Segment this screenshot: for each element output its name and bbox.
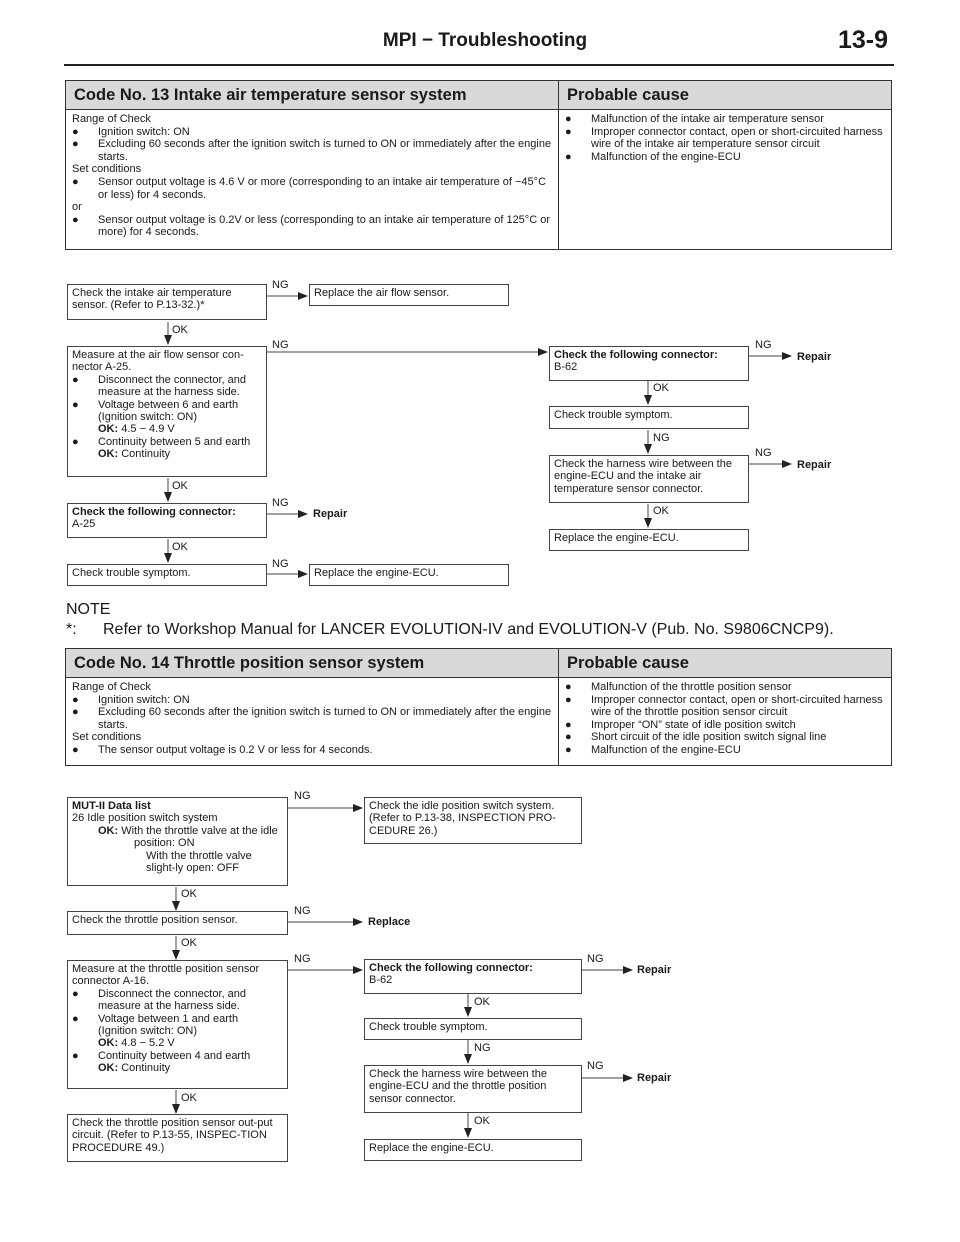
fc14-measure-tps bbox=[67, 960, 288, 1089]
fc-text: Voltage between 6 and earth bbox=[98, 398, 239, 411]
fc-text: With the throttle valve slight-ly open: OFF bbox=[146, 849, 252, 875]
ok-label: OK bbox=[172, 324, 188, 336]
fc-text: Disconnect the connector, and measure at the harness side. bbox=[98, 373, 246, 399]
code14-range-item: Excluding 60 seconds after the ignition switch is turned to ON or immediately after the engine starts. bbox=[98, 706, 552, 731]
code14-set-item: The sensor output voltage is 0.2 V or less for 4 seconds. bbox=[98, 743, 373, 756]
ok-label: OK bbox=[474, 996, 490, 1008]
bullet-icon: ● bbox=[72, 373, 79, 386]
note-title: NOTE bbox=[66, 601, 111, 618]
code14-range-label: Range of Check bbox=[72, 681, 151, 693]
page-title: MPI − Troubleshooting bbox=[382, 30, 588, 51]
fc-text: Check trouble symptom. bbox=[72, 567, 191, 579]
bullet-icon: ● bbox=[72, 706, 79, 719]
ng-label: NG bbox=[587, 953, 604, 965]
ok-label: OK bbox=[181, 937, 197, 949]
fc13-replace-afs bbox=[309, 284, 509, 306]
ng-label: NG bbox=[755, 339, 772, 351]
code14-cause-item: Malfunction of the engine-ECU bbox=[591, 743, 741, 756]
bullet-icon: ● bbox=[565, 681, 572, 693]
fc-text: Continuity between 4 and earth bbox=[98, 1049, 251, 1062]
fc-text: With the throttle valve at the idle position: ON bbox=[121, 824, 278, 850]
fc-text: Continuity bbox=[121, 448, 171, 461]
repair-label: Repair bbox=[313, 508, 348, 520]
replace-label: Replace bbox=[368, 916, 411, 928]
code13-range-item: Ignition switch: ON bbox=[98, 125, 190, 138]
fc-text: A-25 bbox=[72, 518, 96, 531]
bullet-icon: ● bbox=[565, 693, 572, 706]
ok-label: OK: bbox=[98, 824, 119, 837]
fc13-replace-ecu-2 bbox=[549, 529, 749, 551]
bullet-icon: ● bbox=[72, 743, 79, 756]
code13-cause-item: Improper connector contact, open or short-circuited harness wire of the intake air temperature sensor circuit bbox=[591, 125, 883, 151]
fc14-check-harness bbox=[364, 1065, 582, 1113]
fc13-check-connector-b62 bbox=[549, 346, 749, 381]
bullet-icon: ● bbox=[72, 398, 79, 411]
fc-text: Replace the engine-ECU. bbox=[369, 1142, 494, 1154]
code13-set-item: Sensor output voltage is 4.6 V or more (corresponding to an intake air temperature of −45°C or less) for 4 seconds. bbox=[98, 175, 547, 201]
code13-set-label: Set conditions bbox=[72, 163, 142, 176]
fc14-mut-data-list bbox=[67, 797, 288, 886]
fc-text: (Ignition switch: ON) bbox=[98, 411, 198, 424]
fc14-check-trouble bbox=[364, 1018, 582, 1040]
ok-label: OK: bbox=[98, 448, 119, 461]
fc-text: Check the harness wire between the engine-ECU and the intake air temperature sensor connector. bbox=[554, 458, 732, 495]
ng-label: NG bbox=[272, 279, 289, 291]
fc13-check-harness bbox=[549, 455, 749, 503]
fc-text: Replace the engine-ECU. bbox=[314, 567, 439, 579]
fc14-check-idle-switch bbox=[364, 797, 582, 844]
fc13-check-trouble-2 bbox=[549, 406, 749, 429]
fc-text: Check trouble symptom. bbox=[369, 1021, 488, 1033]
fc-text: Check the harness wire between the engine-ECU and the throttle position sensor connector. bbox=[369, 1068, 547, 1105]
repair-label: Repair bbox=[637, 964, 672, 976]
fc-text: 4.8 − 5.2 V bbox=[121, 1037, 175, 1050]
code13-range-label: Range of Check bbox=[72, 113, 151, 125]
code13-title: Code No. 13 Intake air temperature sensor system bbox=[66, 81, 559, 110]
code14-range-item: Ignition switch: ON bbox=[98, 693, 190, 706]
bullet-icon: ● bbox=[565, 743, 572, 756]
fc-text: 4.5 − 4.9 V bbox=[121, 423, 175, 436]
bullet-icon: ● bbox=[565, 718, 572, 731]
bullet-icon: ● bbox=[72, 213, 79, 226]
fc-title: Check the following connector: bbox=[369, 962, 533, 974]
fc-text: Check the idle position switch system. (Refer to P.13-38, INSPECTION PRO-CEDURE 26.) bbox=[369, 800, 556, 837]
ng-label: NG bbox=[294, 953, 311, 965]
fc-text: Measure at the throttle position sensor connector A-16. bbox=[72, 963, 260, 988]
fc-title: Check the following connector: bbox=[72, 506, 236, 518]
fc-title: MUT-II Data list bbox=[72, 800, 151, 812]
fc-text: Check the throttle position sensor. bbox=[72, 914, 238, 926]
fc13-measure-afs bbox=[67, 346, 267, 477]
ok-label: OK bbox=[181, 1092, 197, 1104]
bullet-icon: ● bbox=[72, 125, 79, 138]
fc-text: Check the throttle position sensor out-put circuit. (Refer to P.13-55, INSPEC-TION PROCEDURE 49.) bbox=[72, 1117, 273, 1154]
fc13-check-iat-sensor bbox=[67, 284, 267, 320]
fc-text: B-62 bbox=[554, 361, 578, 374]
ok-label: OK: bbox=[98, 1062, 119, 1075]
note-star: *: bbox=[66, 621, 77, 638]
fc-text: Continuity bbox=[121, 1062, 171, 1075]
fc13-check-trouble bbox=[67, 564, 267, 586]
bullet-icon: ● bbox=[565, 125, 572, 138]
fc14-check-tps-output bbox=[67, 1114, 288, 1162]
ng-label: NG bbox=[587, 1060, 604, 1072]
bullet-icon: ● bbox=[72, 1049, 79, 1062]
fc13-check-connector-a25 bbox=[67, 503, 267, 538]
ng-label: NG bbox=[294, 790, 311, 802]
bullet-icon: ● bbox=[72, 1012, 79, 1025]
repair-label: Repair bbox=[797, 459, 832, 471]
fc-text: Replace the engine-ECU. bbox=[554, 532, 679, 544]
fc-text: Disconnect the connector, and measure at the harness side. bbox=[98, 987, 246, 1013]
code14-cause-item: Malfunction of the throttle position sensor bbox=[591, 681, 792, 693]
fc-text: Continuity between 5 and earth bbox=[98, 435, 251, 448]
ok-label: OK bbox=[172, 541, 188, 553]
ok-label: OK bbox=[474, 1115, 490, 1127]
bullet-icon: ● bbox=[72, 435, 79, 448]
bullet-icon: ● bbox=[565, 731, 572, 744]
repair-label: Repair bbox=[797, 351, 832, 363]
page-number: 13-9 bbox=[838, 26, 889, 54]
code14-cause-item: Improper connector contact, open or short-circuited harness wire of the throttle position sensor circuit bbox=[591, 693, 883, 719]
fc-text: Check the intake air temperature sensor. (Refer to P.13-32.)* bbox=[72, 287, 232, 312]
ok-label: OK: bbox=[98, 1037, 119, 1050]
code14-cause-item: Improper “ON” state of idle position switch bbox=[591, 718, 796, 731]
note-text: Refer to Workshop Manual for LANCER EVOLUTION-IV and EVOLUTION-V (Pub. No. S9806CNCP9). bbox=[103, 621, 834, 638]
code14-cause-title: Probable cause bbox=[559, 649, 892, 678]
code13-cause-item: Malfunction of the intake air temperature sensor bbox=[591, 113, 824, 125]
fc-text: B-62 bbox=[369, 974, 393, 987]
code14-cause-item: Short circuit of the idle position switch signal line bbox=[591, 731, 827, 744]
repair-label: Repair bbox=[637, 1072, 672, 1084]
bullet-icon: ● bbox=[72, 693, 79, 706]
bullet-icon: ● bbox=[565, 113, 572, 125]
fc14-replace-ecu bbox=[364, 1139, 582, 1161]
code13-cause-title: Probable cause bbox=[559, 81, 892, 110]
code13-set-item: Sensor output voltage is 0.2V or less (corresponding to an intake air temperature of 125°C or more) for 4 seconds. bbox=[98, 213, 550, 239]
ng-label: NG bbox=[272, 339, 289, 351]
fc-text: Measure at the air flow sensor con-nector A-25. bbox=[72, 349, 244, 374]
fc-text: Replace the air flow sensor. bbox=[314, 287, 450, 299]
fc-text: Voltage between 1 and earth bbox=[98, 1012, 239, 1025]
code14-causes bbox=[559, 678, 892, 766]
fc-title: Check the following connector: bbox=[554, 349, 718, 361]
bullet-icon: ● bbox=[565, 150, 572, 163]
fc14-check-tps bbox=[67, 911, 288, 935]
bullet-icon: ● bbox=[72, 138, 79, 151]
code14-conditions bbox=[66, 678, 559, 766]
ok-label: OK bbox=[653, 382, 669, 394]
fc-text: (Ignition switch: ON) bbox=[98, 1025, 198, 1038]
bullet-icon: ● bbox=[72, 175, 79, 188]
ng-label: NG bbox=[272, 558, 289, 570]
ok-label: OK bbox=[181, 888, 197, 900]
ng-label: NG bbox=[755, 447, 772, 459]
code13-cause-item: Malfunction of the engine-ECU bbox=[591, 150, 741, 163]
code14-set-label: Set conditions bbox=[72, 731, 142, 744]
fc-text: Check trouble symptom. bbox=[554, 409, 673, 421]
ng-label: NG bbox=[272, 497, 289, 509]
code14-title: Code No. 14 Throttle position sensor system bbox=[66, 649, 559, 678]
code14-table bbox=[65, 648, 892, 766]
fc13-replace-ecu bbox=[309, 564, 509, 586]
fc-text: 26 Idle position switch system bbox=[72, 812, 218, 825]
ng-label: NG bbox=[474, 1042, 491, 1054]
ng-label: NG bbox=[294, 905, 311, 917]
ok-label: OK bbox=[172, 480, 188, 492]
fc14-check-connector-b62 bbox=[364, 959, 582, 994]
bullet-icon: ● bbox=[72, 987, 79, 1000]
code13-or-label: or bbox=[72, 201, 82, 214]
ng-label: NG bbox=[653, 432, 670, 444]
ok-label: OK bbox=[653, 505, 669, 517]
code13-range-item: Excluding 60 seconds after the ignition switch is turned to ON or immediately after the engine starts. bbox=[98, 138, 552, 163]
ok-label: OK: bbox=[98, 423, 119, 436]
